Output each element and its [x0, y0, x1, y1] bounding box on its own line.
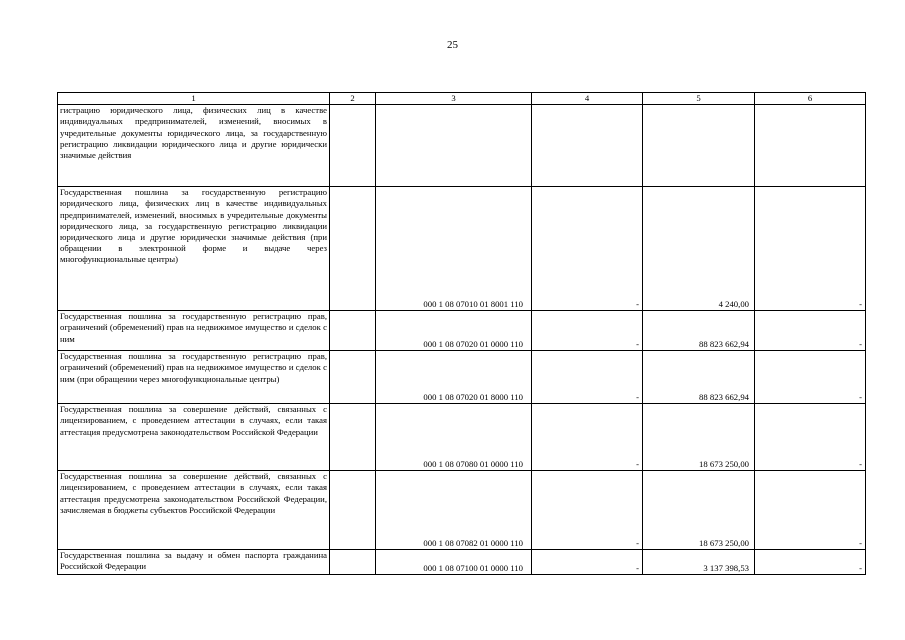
table-header-row — [58, 93, 866, 105]
row-code: 000 1 08 07100 01 0000 110 — [376, 550, 532, 575]
row-name: Государственная пошлина за государственную регистрацию прав, ограничений (обременений) прав на недвижимое имущество и сделок с ним (при обращении через многофункциональные центры) — [58, 351, 330, 404]
row-col4: - — [532, 404, 643, 471]
row-col6: - — [755, 471, 866, 550]
page-number: 25 — [447, 39, 458, 51]
column-header-2: 2 — [330, 93, 376, 105]
row-col4: - — [532, 187, 643, 311]
table-row — [58, 105, 866, 187]
column-header-1: 1 — [58, 93, 330, 105]
table-row — [58, 351, 866, 404]
row-code: 000 1 08 07082 01 0000 110 — [376, 471, 532, 550]
row-col4: - — [532, 311, 643, 351]
row-col6: - — [755, 351, 866, 404]
row-amount: 18 673 250,00 — [643, 471, 755, 550]
column-header-6: 6 — [755, 93, 866, 105]
row-name: Государственная пошлина за совершение действий, связанных с лицензированием, с проведением аттестации в случаях, если такая аттестация предусмотрена законодательством Российской Федерации — [58, 404, 330, 471]
row-col6: - — [755, 311, 866, 351]
row-code: 000 1 08 07020 01 0000 110 — [376, 311, 532, 351]
row-col6: - — [755, 550, 866, 575]
row-amount: 88 823 662,94 — [643, 311, 755, 351]
row-col2 — [330, 187, 376, 311]
row-col6: - — [755, 187, 866, 311]
column-header-5: 5 — [643, 93, 755, 105]
row-col4: - — [532, 351, 643, 404]
column-header-3: 3 — [376, 93, 532, 105]
row-col4: - — [532, 550, 643, 575]
row-col2 — [330, 471, 376, 550]
row-col4: - — [532, 471, 643, 550]
row-name: гистрацию юридического лица, физических лиц в качестве индивидуальных предпринимателей, изменений, вносимых в учредительные документы юридического лица, за государственную регистрацию ликвидации юридического лица и другие юридически значимые действия — [58, 105, 330, 187]
row-col6 — [755, 105, 866, 187]
row-code: 000 1 08 07010 01 8001 110 — [376, 187, 532, 311]
row-col2 — [330, 404, 376, 471]
row-amount — [643, 105, 755, 187]
column-header-4: 4 — [532, 93, 643, 105]
row-amount: 3 137 398,53 — [643, 550, 755, 575]
table-row — [58, 187, 866, 311]
table-row — [58, 311, 866, 351]
row-name: Государственная пошлина за государственную регистрацию юридического лица, физических лиц в качестве индивидуальных предпринимателей, изменений, вносимых в учредительные документы юридического лица, за государственную регистрацию ликвидации юридического лица и другие юридически значимые действия (при обращении в электронной форме и выдаче через многофункциональные центры) — [58, 187, 330, 311]
revenue-table — [57, 92, 866, 575]
row-col2 — [330, 105, 376, 187]
row-code — [376, 105, 532, 187]
row-code: 000 1 08 07080 01 0000 110 — [376, 404, 532, 471]
table-row — [58, 550, 866, 575]
row-col2 — [330, 311, 376, 351]
table-row — [58, 471, 866, 550]
row-col2 — [330, 550, 376, 575]
row-name: Государственная пошлина за совершение действий, связанных с лицензированием, с проведением аттестации в случаях, если такая аттестация предусмотрена законодательством Российской Федерации, зачисляемая в бюджеты субъектов Российской Федерации — [58, 471, 330, 550]
row-col2 — [330, 351, 376, 404]
row-amount: 88 823 662,94 — [643, 351, 755, 404]
row-name: Государственная пошлина за государственную регистрацию прав, ограничений (обременений) прав на недвижимое имущество и сделок с ним — [58, 311, 330, 351]
row-amount: 4 240,00 — [643, 187, 755, 311]
row-name: Государственная пошлина за выдачу и обмен паспорта гражданина Российской Федерации — [58, 550, 330, 575]
row-col4 — [532, 105, 643, 187]
row-col6: - — [755, 404, 866, 471]
row-code: 000 1 08 07020 01 8000 110 — [376, 351, 532, 404]
row-amount: 18 673 250,00 — [643, 404, 755, 471]
table-row — [58, 404, 866, 471]
